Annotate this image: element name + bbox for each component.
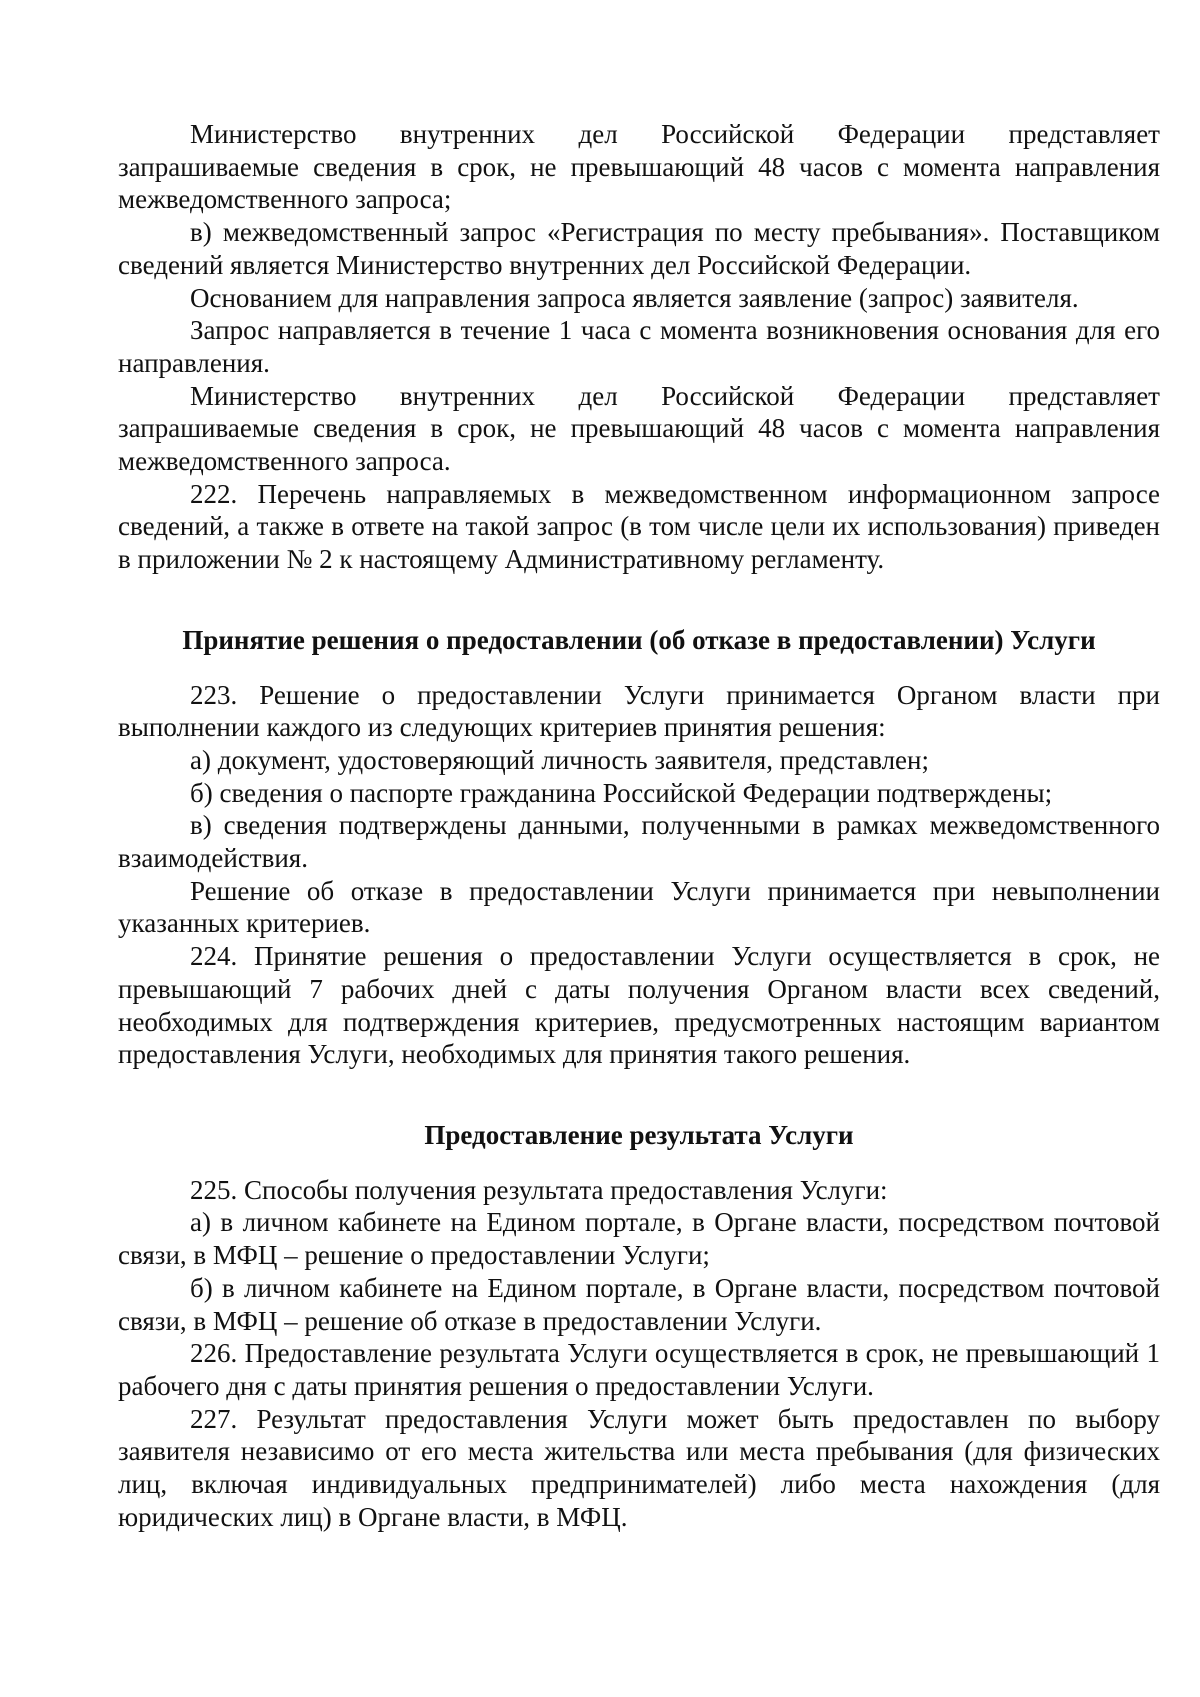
paragraph: 225. Способы получения результата предоставления Услуги: — [190, 1174, 888, 1205]
paragraph: Запрос направляется в течение 1 часа с момента возникновения основания для его направления. — [118, 315, 1160, 378]
paragraph: а) документ, удостоверяющий личность заявителя, представлен; — [190, 744, 929, 775]
paragraph: 224. Принятие решения о предоставлении Услуги осуществляется в срок, не превышающий 7 рабочих дней с даты получения Органом власти всех сведений, необходимых для подтверждения критериев, предусмотренных настоящим вариантом предоставления Услуги, необходимых для принятия такого решения. — [118, 941, 1160, 1070]
paragraph: Основанием для направления запроса является заявление (запрос) заявителя. — [190, 282, 1079, 313]
paragraph: 223. Решение о предоставлении Услуги принимается Органом власти при выполнении каждого из следующих критериев принятия решения: — [118, 679, 1160, 743]
section-heading-decision: Принятие решения о предоставлении (об отказе в предоставлении) Услуги — [182, 624, 1096, 655]
paragraph: Министерство внутренних дел Российской Федерации представляет запрашиваемые сведения в срок, не превышающий 48 часов с момента направления межведомственного запроса; — [118, 119, 1160, 215]
paragraph: 226. Предоставление результата Услуги осуществляется в срок, не превышающий 1 рабочего дня с даты принятия решения о предоставлении Услуги. — [118, 1338, 1160, 1401]
paragraph: а) в личном кабинете на Едином портале, в Органе власти, посредством почтовой связи, в МФЦ – решение о предоставлении Услуги; — [118, 1207, 1160, 1271]
section-heading-result: Предоставление результата Услуги — [424, 1119, 854, 1150]
document-page — [118, 118, 1160, 1533]
paragraph: 222. Перечень направляемых в межведомственном информационном запросе сведений, а также в ответе на такой запрос (в том числе цели их использования) приведен в приложении № 2 к настоящему Административному регламенту. — [118, 478, 1160, 575]
paragraph: б) в личном кабинете на Едином портале, в Органе власти, посредством почтовой связи, в МФЦ – решение об отказе в предоставлении Услуги. — [118, 1272, 1160, 1336]
paragraph: в) сведения подтверждены данными, полученными в рамках межведомственного взаимодействия. — [118, 810, 1160, 874]
paragraph: Решение об отказе в предоставлении Услуги принимается при невыполнении указанных критериев. — [118, 875, 1160, 939]
paragraph: 227. Результат предоставления Услуги может быть предоставлен по выбору заявителя независимо от его места жительства или места пребывания (для физических лиц, включая индивидуальных предпринимателей) либо места нахождения (для юридических лиц) в Органе власти, в МФЦ. — [118, 1403, 1160, 1532]
paragraph: Министерство внутренних дел Российской Федерации представляет запрашиваемые сведения в срок, не превышающий 48 часов с момента направления межведомственного запроса. — [118, 380, 1160, 477]
paragraph: б) сведения о паспорте гражданина Российской Федерации подтверждены; — [190, 777, 1053, 808]
paragraph: в) межведомственный запрос «Регистрация по месту пребывания». Поставщиком сведений является Министерство внутренних дел Российской Федерации. — [118, 217, 1160, 280]
